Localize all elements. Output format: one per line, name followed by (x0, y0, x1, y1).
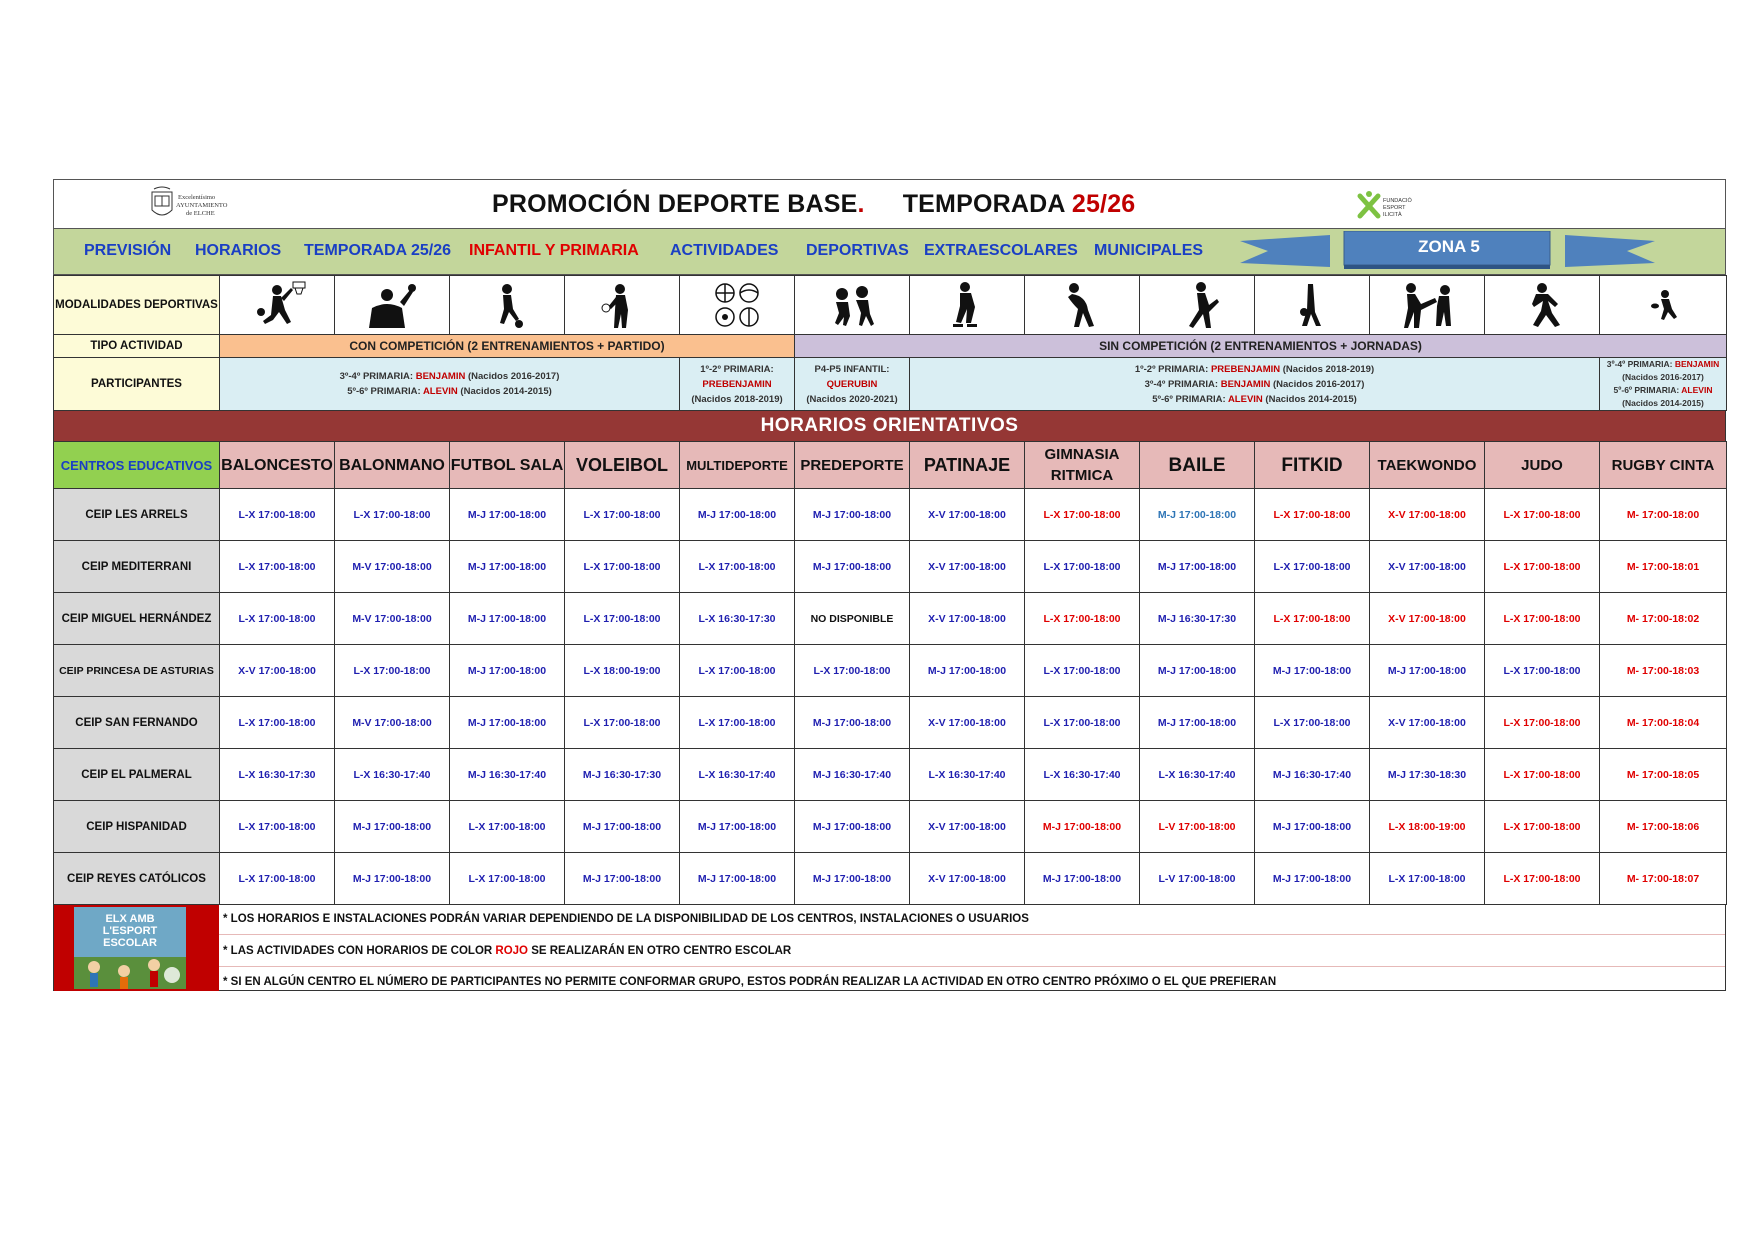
schedule-cell: M-J 17:30-18:30 (1370, 749, 1485, 801)
title-main: PROMOCIÓN DEPORTE BASE (492, 190, 858, 218)
schedule-cell: L-X 17:00-18:00 (680, 645, 795, 697)
participantes-sin-competicion (910, 358, 1600, 411)
schedule-cell: M-J 17:00-18:00 (1140, 541, 1255, 593)
schedule-cell: L-X 17:00-18:00 (1025, 489, 1140, 541)
schedule-cell: M-J 17:00-18:00 (795, 489, 910, 541)
judo-icon (1512, 280, 1572, 330)
image-text-3: ESCOLAR (103, 937, 157, 949)
footer-note-3: * SI EN ALGÚN CENTRO EL NÚMERO DE PARTICIPANTES NO PERMITE CONFORMAR GRUPO, ESTOS PODRÁN REALIZAR LA ACTIVIDAD EN OTRO CENTRO PRÓXIMO O EL QUE PREFIERAN (223, 976, 1277, 988)
banner-word-deportivas: DEPORTIVAS (806, 242, 909, 259)
sport-icon-cell (795, 276, 910, 335)
schedule-cell: M- 17:00-18:03 (1600, 645, 1727, 697)
schedule-cell: M- 17:00-18:05 (1600, 749, 1727, 801)
sport-icon-cell (220, 276, 335, 335)
crest-text-3: de ELCHE (186, 210, 215, 217)
crest-text-2: AYUNTAMIENTO (176, 202, 228, 209)
schedule-cell: L-X 17:00-18:00 (1025, 645, 1140, 697)
participantes-predeporte (795, 358, 910, 411)
note-text: SE REALIZARÁN EN OTRO CENTRO ESCOLAR (528, 945, 792, 957)
schedule-sheet (53, 179, 1726, 991)
schedule-cell: L-X 17:00-18:00 (795, 645, 910, 697)
schedule-cell: M-J 17:00-18:00 (450, 541, 565, 593)
schedule-cell: L-X 16:30-17:40 (335, 749, 450, 801)
footer-note-1: * LOS HORARIOS E INSTALACIONES PODRÁN VARIAR DEPENDIENDO DE LA DISPONIBILIDAD DE LOS CENTROS, INSTALACIONES O USUARIOS (223, 913, 1029, 925)
title-season: TEMPORADA (902, 190, 1072, 218)
schedule-cell: M-J 17:00-18:00 (1140, 697, 1255, 749)
zona-label: ZONA 5 (1418, 237, 1480, 256)
sport-icon-cell (1370, 276, 1485, 335)
schedule-cell: L-X 17:00-18:00 (680, 541, 795, 593)
tipo-actividad-label: TIPO ACTIVIDAD (54, 335, 220, 358)
schedule-cell: L-X 17:00-18:00 (1485, 853, 1600, 905)
banner-word-infantil-primaria: INFANTIL Y PRIMARIA (469, 242, 639, 259)
part-text: 5º-6º PRIMARIA: (1152, 393, 1228, 405)
sport-header-patinaje: PATINAJE (910, 442, 1025, 489)
school-name: CEIP MEDITERRANI (54, 541, 220, 593)
football-player-icon (477, 280, 537, 330)
schedule-cell: X-V 17:00-18:00 (910, 541, 1025, 593)
schedule-cell: L-X 17:00-18:00 (220, 853, 335, 905)
sport-icon-cell (1025, 276, 1140, 335)
schedule-cell: L-X 17:00-18:00 (450, 853, 565, 905)
schedule-cell: M-J 17:00-18:00 (1370, 645, 1485, 697)
schedule-cell: M-J 17:00-18:00 (795, 853, 910, 905)
part-category: ALEVIN (1227, 393, 1263, 405)
fundacio-esport-logo (1356, 190, 1426, 222)
schedule-cell: M-J 17:00-18:00 (680, 853, 795, 905)
schedule-cell: L-X 17:00-18:00 (220, 697, 335, 749)
schedule-cell: M-J 17:00-18:00 (450, 593, 565, 645)
banner-word-temporada: TEMPORADA 25/26 (304, 242, 451, 259)
schedule-cell: L-X 17:00-18:00 (1025, 593, 1140, 645)
schedule-cell: L-X 17:00-18:00 (565, 489, 680, 541)
school-name: CEIP HISPANIDAD (54, 801, 220, 853)
schedule-cell: L-X 16:30-17:40 (1025, 749, 1140, 801)
part-text: (Nacidos 2014-2015) (1262, 393, 1357, 405)
sport-icon-cell (335, 276, 450, 335)
schedule-cell: M-J 17:00-18:00 (335, 853, 450, 905)
modalidades-row (54, 276, 1727, 335)
sport-header-predeporte: PREDEPORTE (795, 442, 910, 489)
part-category: QUERUBIN (826, 378, 878, 390)
participantes-rugby (1600, 358, 1727, 411)
sport-header-baloncesto: BALONCESTO (220, 442, 335, 489)
part-text: (Nacidos 2018-2019) (1280, 363, 1375, 375)
part-text: (Nacidos 2014-2015) (457, 386, 552, 397)
schedule-cell: NO DISPONIBLE (795, 593, 910, 645)
image-text-1: ELX AMB (105, 913, 155, 925)
schedule-cell: M-J 17:00-18:00 (565, 801, 680, 853)
schedule-cell: L-X 17:00-18:00 (1485, 697, 1600, 749)
sport-header-multideporte: MULTIDEPORTE (680, 442, 795, 489)
part-text: (Nacidos 2016-2017) (1270, 378, 1365, 390)
part-text: P4-P5 INFANTIL: (814, 363, 890, 375)
schedule-cell: M-J 17:00-18:00 (450, 489, 565, 541)
schedule-cell: M- 17:00-18:06 (1600, 801, 1727, 853)
schedule-cell: L-X 17:00-18:00 (1370, 853, 1485, 905)
schedule-cell: L-X 17:00-18:00 (1025, 541, 1140, 593)
dancer-icon (1167, 280, 1227, 330)
schedule-cell: L-X 18:00-19:00 (565, 645, 680, 697)
schedule-cell: L-X 17:00-18:00 (335, 489, 450, 541)
schedule-cell: L-X 17:00-18:00 (335, 645, 450, 697)
schedule-cell: L-X 17:00-18:00 (1255, 593, 1370, 645)
school-row (54, 853, 1727, 905)
part-category: PREBENJAMIN (702, 378, 772, 390)
note-red-word: ROJO (495, 945, 528, 957)
sport-icon-cell (1600, 276, 1727, 335)
schedule-cell: M-J 17:00-18:00 (1025, 853, 1140, 905)
part-text: (Nacidos 2020-2021) (806, 393, 898, 405)
schedule-cell: M-J 16:30-17:30 (1140, 593, 1255, 645)
rugby-player-icon (1633, 280, 1693, 330)
part-text: (Nacidos 2018-2019) (691, 393, 783, 405)
schedule-cell: L-X 17:00-18:00 (220, 593, 335, 645)
schedule-cell: M-J 17:00-18:00 (450, 645, 565, 697)
part-category: PREBENJAMIN (1210, 363, 1281, 375)
title-season-number: 25/26 (1071, 190, 1136, 218)
part-text: (Nacidos 2016-2017) (465, 371, 560, 382)
schedule-cell: L-X 17:00-18:00 (565, 697, 680, 749)
volleyball-player-icon (592, 280, 652, 330)
schedule-body (54, 489, 1727, 905)
tipo-con-competicion: CON COMPETICIÓN (2 ENTRENAMIENTOS + PARTIDO) (220, 335, 795, 358)
part-category: ALEVIN (1681, 385, 1713, 395)
footer-note-2 (223, 945, 791, 957)
schedule-cell: X-V 17:00-18:00 (910, 489, 1025, 541)
handball-player-icon (362, 280, 422, 330)
schedule-cell: M-J 17:00-18:00 (795, 801, 910, 853)
school-row (54, 645, 1727, 697)
footer-notes-text (219, 905, 1725, 991)
sport-icon-cell (565, 276, 680, 335)
sport-icon-cell (680, 276, 795, 335)
schedule-cell: M- 17:00-18:07 (1600, 853, 1727, 905)
school-row (54, 541, 1727, 593)
schedule-grid (53, 441, 1727, 905)
school-name: CEIP SAN FERNANDO (54, 697, 220, 749)
schedule-cell: L-X 17:00-18:00 (1485, 541, 1600, 593)
schedule-cell: L-X 18:00-19:00 (1370, 801, 1485, 853)
fitkid-icon (1282, 280, 1342, 330)
sport-header-voleibol: VOLEIBOL (565, 442, 680, 489)
schedule-cell: X-V 17:00-18:00 (220, 645, 335, 697)
schedule-cell: L-V 17:00-18:00 (1140, 801, 1255, 853)
part-text: 5º-6º PRIMARIA: (1613, 385, 1682, 395)
schedule-cell: L-X 17:00-18:00 (1255, 489, 1370, 541)
part-text: 3º-4º PRIMARIA: (339, 371, 416, 382)
part-text: 3º-4º PRIMARIA: (1144, 378, 1221, 390)
schedule-cell: L-X 16:30-17:40 (1140, 749, 1255, 801)
schedule-cell: L-X 17:00-18:00 (450, 801, 565, 853)
schedule-cell: X-V 17:00-18:00 (1370, 593, 1485, 645)
part-category: ALEVIN (422, 386, 458, 397)
modalidades-label: MODALIDADES DEPORTIVAS (54, 276, 220, 335)
note-text: * LAS ACTIVIDADES CON HORARIOS DE COLOR (223, 945, 496, 957)
part-category: BENJAMIN (415, 371, 466, 382)
sport-header-baile: BAILE (1140, 442, 1255, 489)
footer-notes (53, 905, 1726, 991)
sport-header-judo: JUDO (1485, 442, 1600, 489)
schedule-cell: L-X 17:00-18:00 (1485, 645, 1600, 697)
part-text: (Nacidos 2016-2017) (1622, 372, 1704, 382)
banner-row (53, 229, 1726, 275)
banner-word-actividades: ACTIVIDADES (670, 242, 779, 259)
sports-header-row (54, 442, 1727, 489)
sport-header-taekwondo: TAEKWONDO (1370, 442, 1485, 489)
taekwondo-icon (1397, 280, 1457, 330)
schedule-cell: X-V 17:00-18:00 (1370, 697, 1485, 749)
fundacio-text-2: ESPORT (1383, 205, 1406, 211)
schedule-cell: M-J 17:00-18:00 (795, 541, 910, 593)
school-name: CEIP LES ARRELS (54, 489, 220, 541)
schedule-cell: X-V 17:00-18:00 (910, 801, 1025, 853)
schedule-cell: M-J 17:00-18:00 (1255, 801, 1370, 853)
school-name: CEIP REYES CATÓLICOS (54, 853, 220, 905)
schedule-cell: L-X 17:00-18:00 (1025, 697, 1140, 749)
schedule-cell: X-V 17:00-18:00 (1370, 541, 1485, 593)
banner-word-municipales: MUNICIPALES (1094, 242, 1204, 259)
part-text: 5º-6º PRIMARIA: (347, 386, 423, 397)
participantes-competicion (220, 358, 680, 411)
schedule-cell: M-J 17:00-18:00 (1140, 489, 1255, 541)
schedule-cell: M- 17:00-18:00 (1600, 489, 1727, 541)
gymnast-icon (1052, 280, 1112, 330)
horarios-orientativos-bar: HORARIOS ORIENTATIVOS (53, 411, 1726, 441)
schedule-cell: X-V 17:00-18:00 (910, 853, 1025, 905)
schedule-cell: L-X 17:00-18:00 (565, 593, 680, 645)
participantes-multideporte (680, 358, 795, 411)
tipo-actividad-row (54, 335, 1727, 358)
fundacio-text-3: ILICITÀ (1383, 212, 1402, 218)
banner-word-horarios: HORARIOS (195, 242, 282, 259)
schedule-cell: M-J 17:00-18:00 (680, 489, 795, 541)
participantes-row (54, 358, 1727, 411)
schedule-cell: M-J 17:00-18:00 (1255, 645, 1370, 697)
skater-icon (937, 280, 997, 330)
basketball-player-icon (247, 280, 307, 330)
part-text: 1º-2º PRIMARIA: (1134, 363, 1211, 375)
sport-icon-cell (1140, 276, 1255, 335)
schedule-cell: M-J 16:30-17:40 (1255, 749, 1370, 801)
schedule-cell: L-X 17:00-18:00 (1485, 593, 1600, 645)
school-row (54, 749, 1727, 801)
banner-word-extraescolares: EXTRAESCOLARES (924, 242, 1078, 259)
sport-icon-cell (1255, 276, 1370, 335)
sports-balls-icon (707, 280, 767, 330)
crest-text-1: Excelentísimo (178, 194, 216, 201)
sport-icon-cell (450, 276, 565, 335)
ajuntament-crest-logo (144, 186, 234, 224)
schedule-cell: L-X 16:30-17:30 (680, 593, 795, 645)
schedule-cell: L-X 16:30-17:30 (220, 749, 335, 801)
schedule-cell: X-V 17:00-18:00 (910, 697, 1025, 749)
tipo-sin-competicion: SIN COMPETICIÓN (2 ENTRENAMIENTOS + JORNADAS) (795, 335, 1727, 358)
schedule-cell: M- 17:00-18:04 (1600, 697, 1727, 749)
schedule-cell: M-J 17:00-18:00 (1025, 801, 1140, 853)
sport-header-futbol-sala: FUTBOL SALA (450, 442, 565, 489)
part-category: BENJAMIN (1674, 359, 1720, 369)
school-row (54, 801, 1727, 853)
schedule-cell: M-J 17:00-18:00 (910, 645, 1025, 697)
title-row (53, 179, 1726, 229)
page-title (492, 190, 1135, 219)
schedule-cell: L-X 17:00-18:00 (1255, 541, 1370, 593)
schedule-cell: X-V 17:00-18:00 (1370, 489, 1485, 541)
image-text-2: L'ESPORT (102, 925, 158, 937)
school-row (54, 489, 1727, 541)
sport-header-balonmano: BALONMANO (335, 442, 450, 489)
schedule-cell: M-J 17:00-18:00 (450, 697, 565, 749)
schedule-cell: L-X 17:00-18:00 (1485, 801, 1600, 853)
schedule-cell: L-X 17:00-18:00 (680, 697, 795, 749)
schedule-cell: L-X 17:00-18:00 (220, 489, 335, 541)
part-text: 1º-2º PRIMARIA: (700, 363, 774, 375)
school-name: CEIP PRINCESA DE ASTURIAS (54, 645, 220, 697)
schedule-cell: M-J 17:00-18:00 (335, 801, 450, 853)
school-name: CEIP EL PALMERAL (54, 749, 220, 801)
centros-educativos-header: CENTROS EDUCATIVOS (54, 442, 220, 489)
schedule-cell: X-V 17:00-18:00 (910, 593, 1025, 645)
school-row (54, 593, 1727, 645)
schedule-cell: M- 17:00-18:02 (1600, 593, 1727, 645)
school-row (54, 697, 1727, 749)
schedule-cell: M-J 17:00-18:00 (680, 801, 795, 853)
schedule-cell: L-V 17:00-18:00 (1140, 853, 1255, 905)
part-text: (Nacidos 2014-2015) (1622, 398, 1704, 408)
elx-esport-escolar-image (54, 905, 219, 991)
schedule-cell: L-X 16:30-17:40 (680, 749, 795, 801)
sport-icon-cell (910, 276, 1025, 335)
fundacio-text-1: FUNDACIÓ (1383, 198, 1412, 204)
sport-header-rugby-cinta: RUGBY CINTA (1600, 442, 1727, 489)
schedule-cell: L-X 17:00-18:00 (1485, 749, 1600, 801)
schedule-cell: M-J 16:30-17:30 (565, 749, 680, 801)
schedule-cell: L-X 17:00-18:00 (1485, 489, 1600, 541)
schedule-cell: L-X 17:00-18:00 (220, 801, 335, 853)
sport-icon-cell (1485, 276, 1600, 335)
schedule-table (53, 275, 1727, 411)
part-text: 3º-4º PRIMARIA: (1606, 359, 1675, 369)
schedule-cell: M-J 17:00-18:00 (1140, 645, 1255, 697)
children-playing-icon (822, 280, 882, 330)
schedule-cell: M-V 17:00-18:00 (335, 697, 450, 749)
sport-header-fitkid: FITKID (1255, 442, 1370, 489)
schedule-cell: L-X 16:30-17:40 (910, 749, 1025, 801)
participantes-label: PARTICIPANTES (54, 358, 220, 411)
sport-header-gimnasia-ritmica: GIMNASIA RITMICA (1025, 442, 1140, 489)
schedule-cell: M-V 17:00-18:00 (335, 541, 450, 593)
schedule-cell: L-X 17:00-18:00 (1255, 697, 1370, 749)
schedule-cell: M-J 17:00-18:00 (1255, 853, 1370, 905)
schedule-cell: M-J 16:30-17:40 (795, 749, 910, 801)
title-dot: . (857, 190, 865, 218)
schedule-cell: L-X 17:00-18:00 (565, 541, 680, 593)
schedule-cell: M-V 17:00-18:00 (335, 593, 450, 645)
schedule-cell: M-J 16:30-17:40 (450, 749, 565, 801)
banner-word-prevision: PREVISIÓN (84, 242, 172, 259)
school-name: CEIP MIGUEL HERNÁNDEZ (54, 593, 220, 645)
schedule-cell: M-J 17:00-18:00 (565, 853, 680, 905)
schedule-cell: M- 17:00-18:01 (1600, 541, 1727, 593)
schedule-cell: L-X 17:00-18:00 (220, 541, 335, 593)
schedule-cell: M-J 17:00-18:00 (795, 697, 910, 749)
part-category: BENJAMIN (1220, 378, 1271, 390)
